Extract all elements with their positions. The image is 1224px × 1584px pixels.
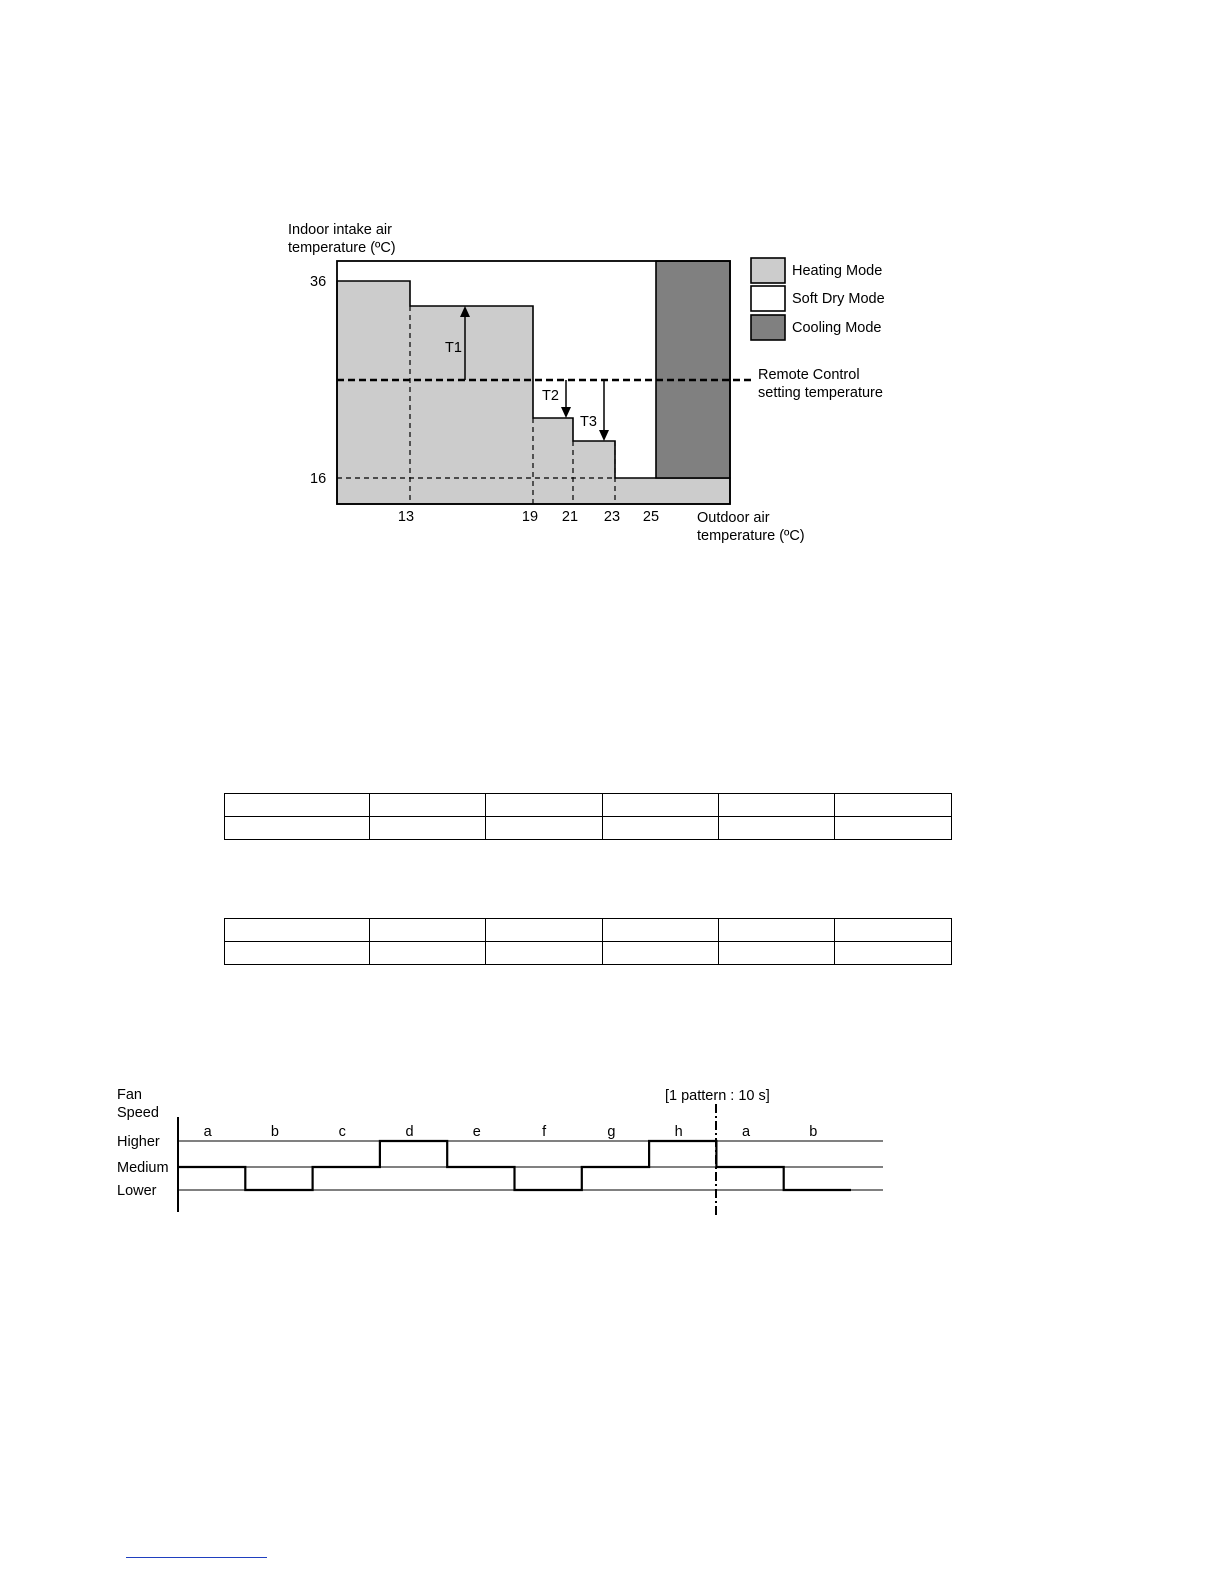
table-cell [486, 919, 603, 942]
setting-line-label: Remote Control [758, 367, 860, 383]
table-cell [835, 794, 952, 817]
legend-label-soft-dry: Soft Dry Mode [792, 291, 885, 307]
table-cell [835, 942, 952, 965]
fan-speed-title-2: Speed [117, 1105, 159, 1121]
table-cell [225, 817, 370, 840]
table-cell [719, 817, 835, 840]
t3-label: T3 [580, 414, 597, 430]
table-cell [370, 817, 486, 840]
y-axis-label: Indoor intake air [288, 222, 392, 238]
table-cell [603, 817, 719, 840]
step-label-f: f [542, 1124, 547, 1140]
step-label-c: c [338, 1124, 346, 1140]
table-cell [603, 919, 719, 942]
table-cell [719, 942, 835, 965]
y-tick-16: 16 [310, 471, 327, 487]
table-cell [719, 919, 835, 942]
step-label-b: b [270, 1124, 279, 1140]
mode-diagram [0, 0, 1224, 600]
table-cell [370, 942, 486, 965]
step-label-a: a [741, 1124, 751, 1140]
table-cell [370, 794, 486, 817]
x-axis-label-unit: temperature (ºC) [697, 528, 805, 544]
table-row [225, 817, 952, 840]
table-2 [224, 918, 952, 965]
step-label-h: h [674, 1124, 683, 1140]
table-cell [225, 942, 370, 965]
legend-label-cooling: Cooling Mode [792, 320, 882, 336]
x-tick-13: 13 [397, 509, 415, 525]
footer-link-underline [126, 1557, 267, 1558]
level-label-higher: Higher [117, 1134, 160, 1150]
legend-swatch-soft-dry [751, 286, 785, 311]
table-cell [835, 919, 952, 942]
pattern-duration-label: [1 pattern : 10 s] [665, 1088, 770, 1104]
table-cell [486, 794, 603, 817]
level-label-medium: Medium [117, 1160, 169, 1176]
table-cell [486, 817, 603, 840]
x-tick-21: 21 [561, 509, 579, 525]
legend-label-heating: Heating Mode [792, 263, 883, 279]
table-cell [225, 919, 370, 942]
setting-line-label-2: setting temperature [758, 385, 883, 401]
x-tick-19: 19 [521, 509, 539, 525]
table-cell [486, 942, 603, 965]
table-cell [225, 794, 370, 817]
fan-speed-title: Fan [117, 1087, 142, 1103]
step-label-a: a [203, 1124, 212, 1140]
level-label-lower: Lower [117, 1183, 157, 1199]
step-labels [204, 1124, 818, 1140]
y-tick-36: 36 [310, 274, 327, 290]
table-row [225, 919, 952, 942]
table-cell [370, 919, 486, 942]
step-label-b: b [809, 1124, 818, 1140]
step-label-d: d [405, 1124, 414, 1140]
t3-arrow-head [599, 430, 609, 441]
x-axis-label: Outdoor air [697, 510, 770, 526]
cooling-mode-region [656, 261, 730, 478]
t2-label: T2 [542, 388, 559, 404]
t1-label: T1 [445, 340, 462, 356]
step-label-e: e [472, 1124, 481, 1140]
legend-swatch-heating [751, 258, 785, 283]
y-axis-label-unit: temperature (ºC) [288, 240, 396, 256]
legend [751, 258, 885, 340]
legend-swatch-cooling [751, 315, 785, 340]
table-row [225, 794, 952, 817]
x-tick-25: 25 [642, 509, 660, 525]
fan-speed-waveform [178, 1141, 851, 1190]
table-1 [224, 793, 952, 840]
table-cell [603, 794, 719, 817]
table-row [225, 942, 952, 965]
x-tick-23: 23 [603, 509, 621, 525]
table-cell [603, 942, 719, 965]
table-cell [719, 794, 835, 817]
table-cell [835, 817, 952, 840]
step-label-g: g [607, 1124, 616, 1140]
t2-arrow-head [561, 407, 571, 418]
